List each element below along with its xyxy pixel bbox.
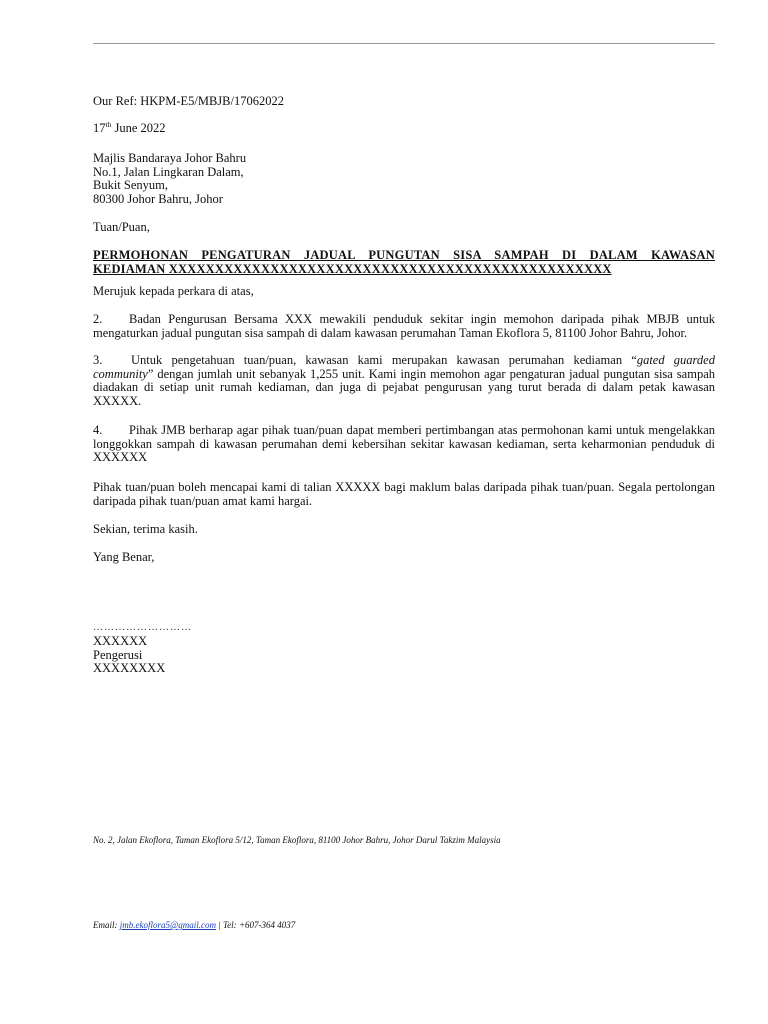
recipient-line: 80300 Johor Bahru, Johor <box>93 191 223 206</box>
footer-address: No. 2, Jalan Ekoflora, Taman Ekoflora 5/12, Taman Ekoflora, 81100 Johor Bahru, Johor Darul Takzim Malaysia <box>93 835 501 845</box>
telephone-number: +607-364 4037 <box>238 920 296 930</box>
subject-line: PERMOHONAN PENGATURAN JADUAL PUNGUTAN SISA SAMPAH DI DALAM KAWASAN <box>93 248 715 262</box>
signer-organisation: XXXXXXXX <box>93 661 166 675</box>
reference-line: Our Ref: HKPM-E5/MBJB/17062022 <box>93 94 284 108</box>
paragraph-number: 2. <box>93 312 103 326</box>
recipient-line: Majlis Bandaraya Johor Bahru <box>93 151 247 165</box>
paragraph-number: 3. <box>93 353 103 367</box>
subject-heading <box>93 249 715 276</box>
paragraph-5: Pihak tuan/puan boleh mencapai kami di talian XXXXX bagi maklum balas daripada pihak tuan/puan. Segala pertolongan daripada pihak tuan/puan amat kami hargai. <box>93 480 715 508</box>
letter-date: 17th June 2022 <box>93 120 166 135</box>
signer-name: XXXXXX <box>93 634 148 648</box>
recipient-line: No.1, Jalan Lingkaran Dalam, <box>93 164 244 179</box>
signature-block <box>93 635 715 676</box>
header-rule <box>93 43 715 44</box>
subject-line: KEDIAMAN XXXXXXXXXXXXXXXXXXXXXXXXXXXXXXXXXXXXXXXXXXXXXXXX <box>93 261 612 276</box>
sign-off: Yang Benar, <box>93 550 155 564</box>
closing-line: Sekian, terima kasih. <box>93 522 198 536</box>
email-link[interactable]: jmb.ekoflora5@gmail.com <box>119 920 217 930</box>
paragraph-2: 2. Badan Pengurusan Bersama XXX mewakili penduduk sekitar ingin memohon daripada pihak MBJB untuk mengaturkan jadual pungutan sisa sampah di dalam kawasan perumahan Taman Ekoflora 5, 81100 Johor Bahru, Johor. <box>93 312 715 340</box>
recipient-address <box>93 152 715 206</box>
footer-contact: Email: jmb.ekoflora5@gmail.com | Tel: +607-364 4037 <box>93 920 296 930</box>
opening-line: Merujuk kepada perkara di atas, <box>93 284 254 298</box>
recipient-line: Bukit Senyum, <box>93 178 169 192</box>
paragraph-3: 3. Untuk pengetahuan tuan/puan, kawasan kami merupakan kawasan perumahan kediaman “gated guarded community” dengan jumlah unit sebanyak 1,255 unit. Kami ingin memohon agar pengaturan jadual pungutan sisa sampah diadakan di setiap unit rumah kediaman, dan juga di pejabat pengurusan yang turut berada di dalam petak kawasan XXXXX. <box>93 353 715 408</box>
signature-line: ……………………… <box>93 622 192 633</box>
paragraph-number: 4. <box>93 423 103 437</box>
paragraph-4: 4. Pihak JMB berharap agar pihak tuan/puan dapat memberi pertimbangan atas permohonan kami untuk mengelakkan longgokkan sampah di kawasan perumahan demi kebersihan sekitar kawasan kediaman, serta keharmonian penduduk di XXXXXX <box>93 423 715 464</box>
signer-title: Pengerusi <box>93 647 143 662</box>
salutation: Tuan/Puan, <box>93 220 150 234</box>
